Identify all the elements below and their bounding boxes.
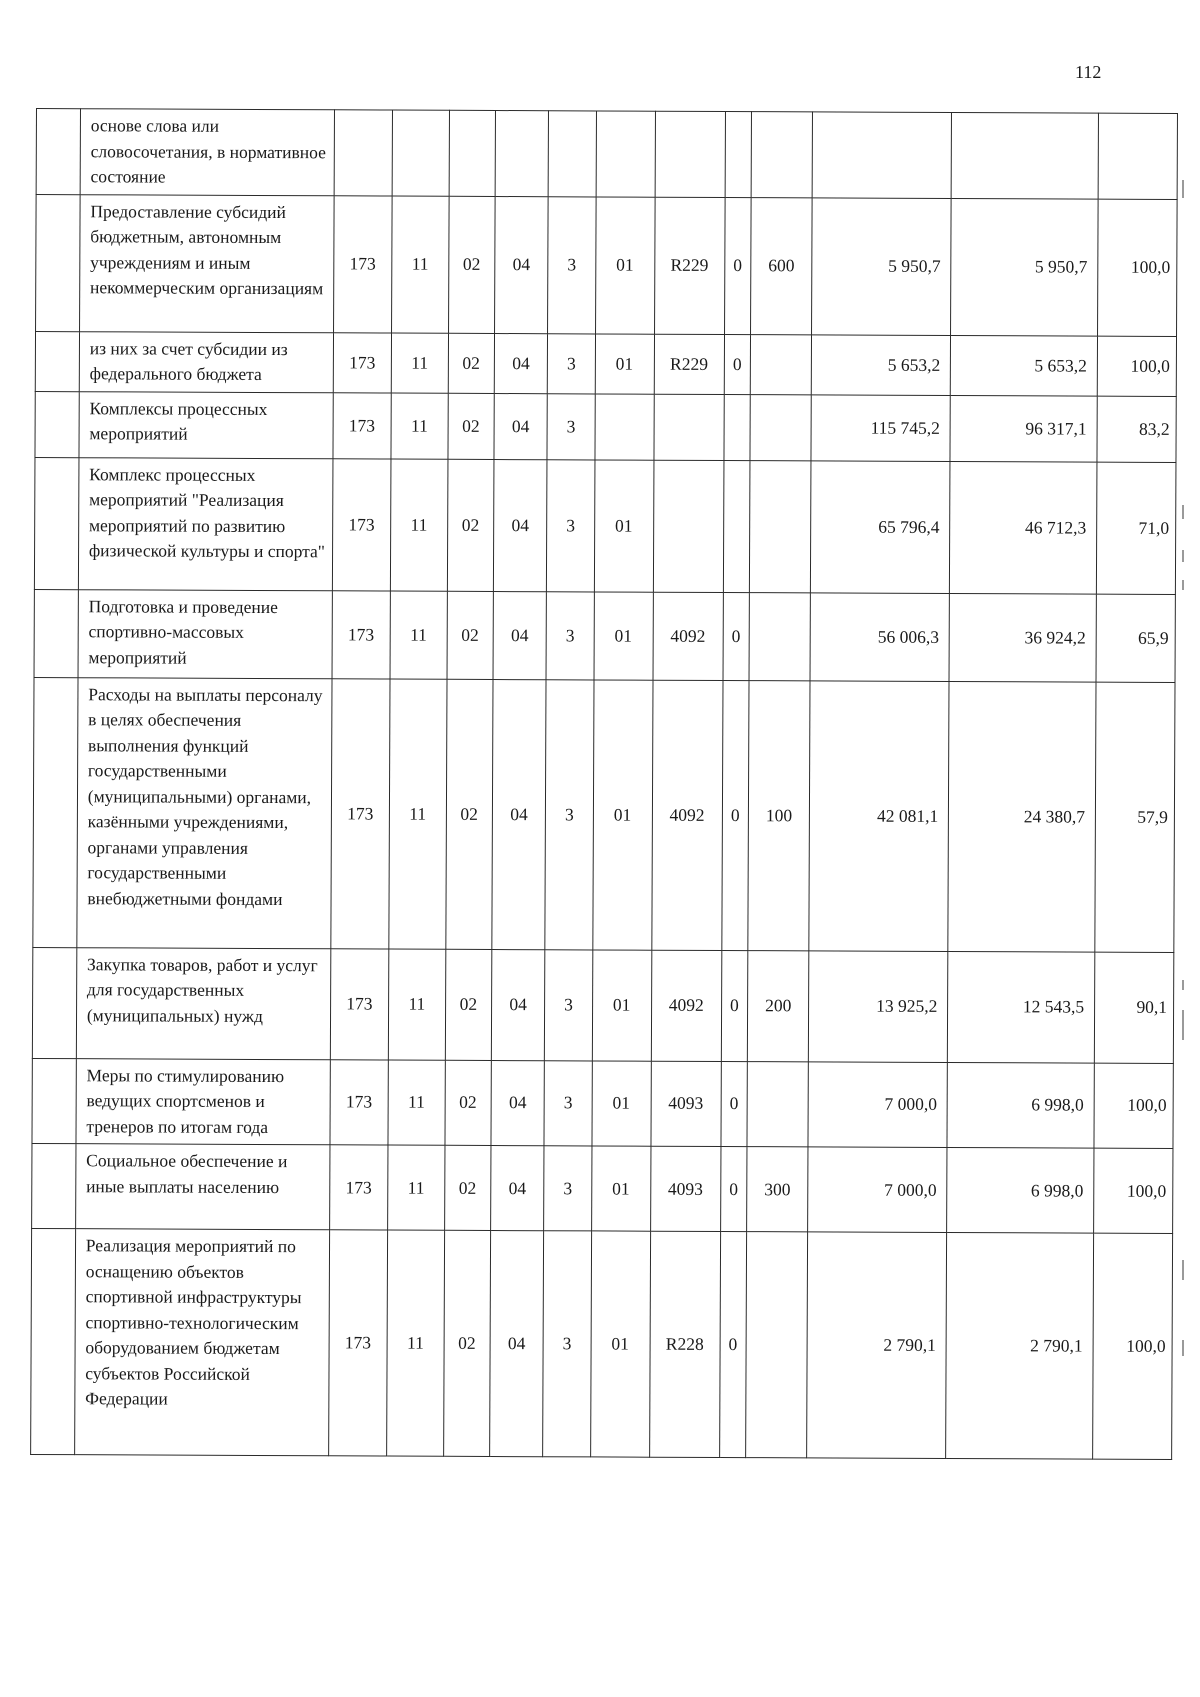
col-planned [812,112,951,198]
col-type: 3 [545,679,593,949]
col-expense-type [749,592,811,680]
col-expense-type [746,1232,808,1458]
col-subsection: 02 [448,393,494,459]
row-name: основе слова или словосочетания, в нормативное состояние [80,109,334,196]
col-expense-type [750,394,812,460]
col-planned: 2 790,1 [807,1232,947,1459]
col-target-code [653,460,724,592]
col-percent: 71,0 [1096,462,1176,594]
col-complex: 01 [592,949,652,1060]
col-percent: 100,0 [1098,199,1178,336]
col-type: 3 [544,1146,591,1231]
row-margin-cell [32,947,76,1058]
col-target-code [655,111,725,197]
col-section: 11 [388,1060,445,1146]
col-percent: 57,9 [1095,682,1175,952]
col-complex: 01 [595,196,655,333]
row-name: Меры по стимулированию ведущих спортсменов и тренеров по итогам года [76,1058,330,1145]
col-type: 3 [548,333,595,393]
col-target-code: R229 [654,334,724,394]
col-complex [596,111,655,197]
col-target-code: 4093 [651,1061,721,1147]
col-subsection: 02 [448,196,495,333]
col-expense-type [747,1061,809,1147]
page-number: 112 [1075,62,1102,82]
col-program: 04 [494,196,548,333]
col-executed: 5 950,7 [951,198,1098,336]
row-name: Комплексы процессных мероприятий [79,391,333,458]
col-admin: 173 [333,392,391,458]
col-percent: 90,1 [1094,952,1173,1063]
col-executed: 2 790,1 [946,1232,1094,1459]
col-type: 3 [543,1231,591,1457]
col-program: 04 [493,459,547,591]
col-program: 04 [493,591,547,679]
col-program: 04 [491,949,545,1060]
col-planned: 7 000,0 [808,1061,947,1147]
col-type: 3 [545,949,593,1060]
col-percent: 100,0 [1094,1063,1173,1149]
col-program: 04 [491,1060,545,1146]
col-section: 11 [386,1230,444,1456]
col-percent: 65,9 [1096,594,1175,682]
col-section: 11 [387,1145,444,1230]
col-sub: 0 [721,1061,748,1147]
row-name: из них за счет субсидии из федерального бюджета [79,331,333,392]
col-planned: 56 006,3 [810,592,949,681]
col-subsection: 02 [446,679,493,949]
col-expense-type [751,112,813,198]
col-planned: 115 745,2 [811,394,950,461]
col-executed: 12 543,5 [948,951,1095,1063]
col-complex: 01 [592,679,652,949]
col-program: 04 [494,393,548,459]
col-complex [594,393,653,459]
col-executed: 24 380,7 [948,681,1096,952]
col-sub: 0 [724,197,751,334]
col-program: 04 [490,1145,544,1230]
row-name: Подготовка и проведение спортивно-массовых мероприятий [78,589,332,678]
col-type: 3 [547,393,594,459]
col-program: 04 [494,333,548,393]
col-sub [724,394,751,460]
col-planned: 5 653,2 [812,334,951,395]
col-section: 11 [391,333,448,393]
col-subsection: 02 [447,459,494,591]
row-margin-cell [35,391,79,457]
col-sub [723,460,750,592]
table-row [34,457,1176,594]
col-percent: 100,0 [1093,1233,1173,1459]
col-subsection: 02 [445,1060,491,1146]
col-percent: 100,0 [1094,1148,1173,1233]
col-executed [951,112,1098,198]
col-admin: 173 [330,1059,388,1145]
col-target-code: 4092 [653,592,723,680]
col-admin: 173 [329,1145,387,1230]
col-admin [334,110,392,196]
col-section: 11 [390,591,447,679]
col-subsection: 02 [448,333,494,393]
col-type: 3 [546,591,593,679]
row-margin-cell [34,457,78,589]
row-margin-cell [33,677,78,947]
col-admin: 173 [332,458,391,590]
col-admin: 173 [333,332,391,392]
col-executed: 36 924,2 [949,593,1096,682]
col-sub: 0 [724,334,751,394]
table-row [34,589,1175,682]
table-row [35,391,1176,462]
col-complex: 01 [594,459,654,591]
col-program [495,111,549,197]
col-type: 3 [548,196,596,333]
col-target-code: 4093 [650,1146,720,1231]
row-margin-cell [36,109,80,195]
col-admin: 173 [328,1230,387,1456]
col-sub: 0 [721,950,748,1061]
col-target-code: 4092 [651,950,722,1061]
col-subsection: 02 [445,949,491,1060]
col-admin: 173 [333,195,392,332]
row-name: Реализация мероприятий по оснащению объектов спортивной инфраструктуры спортивно-технологическим оборудованием бюджетам субъектов Российской Федерации [74,1229,329,1456]
col-percent: 83,2 [1097,396,1176,462]
col-complex: 01 [591,1146,650,1231]
col-subsection: 02 [444,1145,490,1230]
col-target-code: 4092 [651,680,722,950]
col-sub: 0 [720,1146,747,1231]
col-percent: 100,0 [1097,336,1176,396]
row-margin-cell [31,1228,76,1454]
col-expense-type: 200 [747,950,809,1061]
table-row [32,1058,1173,1148]
col-admin: 173 [331,678,390,948]
col-target-code: R229 [654,197,725,334]
col-executed: 46 712,3 [950,461,1097,594]
table-row [36,109,1177,199]
col-section: 11 [389,679,447,949]
col-percent [1098,113,1177,199]
col-complex: 01 [595,333,654,393]
col-expense-type: 300 [747,1147,809,1232]
col-planned: 13 925,2 [809,950,949,1062]
row-margin-cell [36,194,80,331]
row-name: Комплекс процессных мероприятий "Реализация мероприятий по развитию физической культуры и спорта" [78,457,333,590]
col-type: 3 [547,459,595,591]
table-row [32,1143,1173,1233]
col-section [392,110,449,196]
col-sub: 0 [719,1231,746,1457]
row-name: Социальное обеспечение и иные выплаты населению [75,1144,329,1230]
col-program: 04 [492,679,547,949]
col-sub: 0 [722,680,749,950]
col-complex: 01 [590,1231,650,1457]
row-name: Предоставление субсидий бюджетным, автономным учреждениям и иным некоммерческим организациям [79,194,334,332]
col-expense-type [750,334,812,394]
col-subsection: 02 [447,591,493,679]
col-sub: 0 [723,592,750,680]
row-margin-cell [34,589,78,677]
budget-table [30,108,1178,1460]
col-subsection [449,110,495,196]
col-section: 11 [391,196,449,333]
table-row [31,1228,1173,1459]
col-expense-type: 100 [748,680,810,950]
table-row [36,194,1178,336]
col-section: 11 [390,459,448,591]
col-target-code: R228 [649,1231,720,1457]
col-planned: 42 081,1 [809,680,949,951]
col-expense-type: 600 [750,197,812,334]
col-executed: 5 653,2 [951,335,1098,396]
col-executed: 6 998,0 [947,1147,1094,1233]
col-sub [725,112,752,198]
row-margin-cell [35,331,79,391]
col-admin: 173 [332,590,390,678]
row-margin-cell [32,1143,76,1228]
col-subsection: 02 [443,1230,490,1456]
col-type [549,111,596,197]
col-planned: 5 950,7 [812,197,952,335]
row-name: Закупка товаров, работ и услуг для государственных (муниципальных) нужд [76,947,331,1059]
row-margin-cell [32,1058,76,1144]
col-admin: 173 [330,948,389,1059]
table-row [35,331,1176,396]
col-target-code [654,394,724,460]
col-expense-type [749,460,811,592]
col-planned: 7 000,0 [808,1147,947,1233]
row-name: Расходы на выплаты персоналу в целях обеспечения выполнения функций государственными (муниципальными) органами, казёнными учреждениями, органами управления государственными внебюджетными фондами [77,677,332,948]
col-executed: 96 317,1 [950,395,1097,462]
col-planned: 65 796,4 [811,460,951,593]
col-section: 11 [391,393,448,459]
col-complex: 01 [591,1060,650,1146]
col-type: 3 [544,1060,591,1146]
scan-margin-marks [1180,180,1186,1480]
table-row [33,677,1175,952]
table-row [32,947,1173,1063]
col-section: 11 [388,949,445,1060]
col-program: 04 [489,1230,544,1456]
col-executed: 6 998,0 [947,1062,1094,1148]
col-complex: 01 [594,591,654,679]
